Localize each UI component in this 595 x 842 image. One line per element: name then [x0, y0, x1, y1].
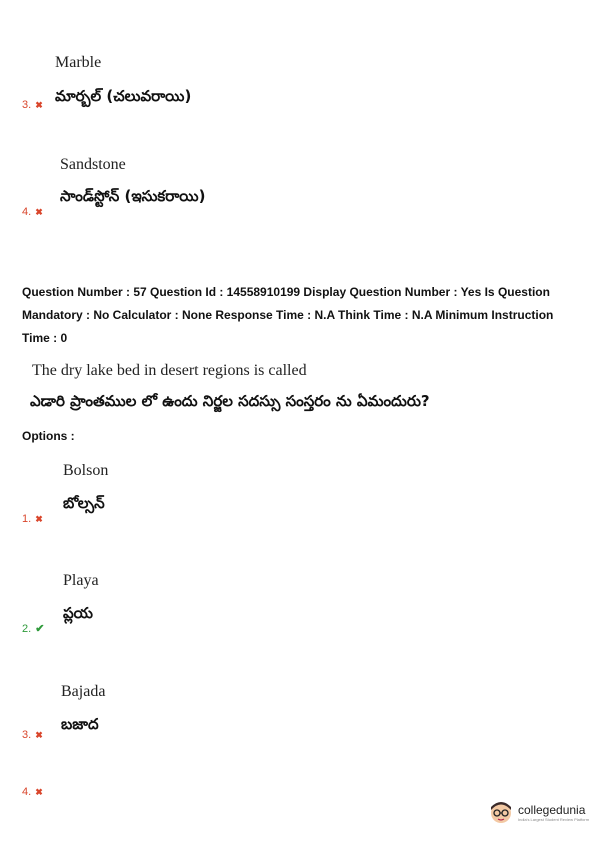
question-telugu: ఎడారి ప్రాంతముల లో ఉందు నిర్జల సదస్సు సంస్తరం ను ఏమందురు? — [30, 392, 430, 410]
option-number: 3. — [22, 729, 32, 741]
prev-option-4-english: Sandstone — [60, 156, 126, 173]
cross-icon: ✖ — [35, 99, 43, 110]
option-number: 4. — [22, 206, 32, 218]
option-2-telugu: ప్లయ — [63, 604, 93, 622]
option-2-number — [22, 622, 44, 635]
cross-icon: ✖ — [35, 786, 43, 797]
option-1-telugu: బోల్సన్ — [63, 494, 105, 512]
collegedunia-logo — [488, 799, 589, 825]
cross-icon: ✖ — [35, 729, 43, 740]
option-2-english: Playa — [63, 572, 99, 589]
prev-option-3-english: Marble — [55, 54, 102, 71]
option-4-number — [22, 786, 43, 798]
prev-option-3-telugu: మార్బల్ (చలువరాయి) — [55, 87, 192, 105]
logo-name: collegedunia — [518, 802, 586, 817]
option-3-english: Bajada — [61, 683, 106, 700]
option-1-number — [22, 513, 43, 525]
cross-icon: ✖ — [35, 513, 43, 524]
option-3-number — [22, 729, 43, 741]
question-english: The dry lake bed in desert regions is called — [32, 362, 307, 379]
option-number: 1. — [22, 513, 32, 525]
mascot-icon — [488, 799, 514, 825]
logo-tagline: India's Largest Student Review Platform — [518, 816, 590, 822]
option-number: 4. — [22, 786, 32, 798]
option-number: 2. — [22, 622, 32, 635]
check-icon: ✔ — [35, 623, 45, 635]
prev-option-4-number — [22, 206, 43, 218]
cross-icon: ✖ — [35, 206, 43, 217]
option-number: 3. — [22, 99, 32, 111]
options-label: Options : — [22, 429, 75, 443]
prev-option-4-telugu: సాండ్‌స్టోన్ (ఇసుకరాయి) — [60, 187, 206, 205]
prev-option-3-number — [22, 99, 43, 111]
question-meta: Question Number : 57 Question Id : 14558910199 Display Question Number : Yes Is Question Mandatory : No Calculator : None Response Time : N.A Think Time : N.A Minimum Instruction Time : 0 — [22, 285, 554, 345]
option-3-telugu: బజాద — [61, 715, 99, 733]
option-1-english: Bolson — [63, 462, 109, 479]
